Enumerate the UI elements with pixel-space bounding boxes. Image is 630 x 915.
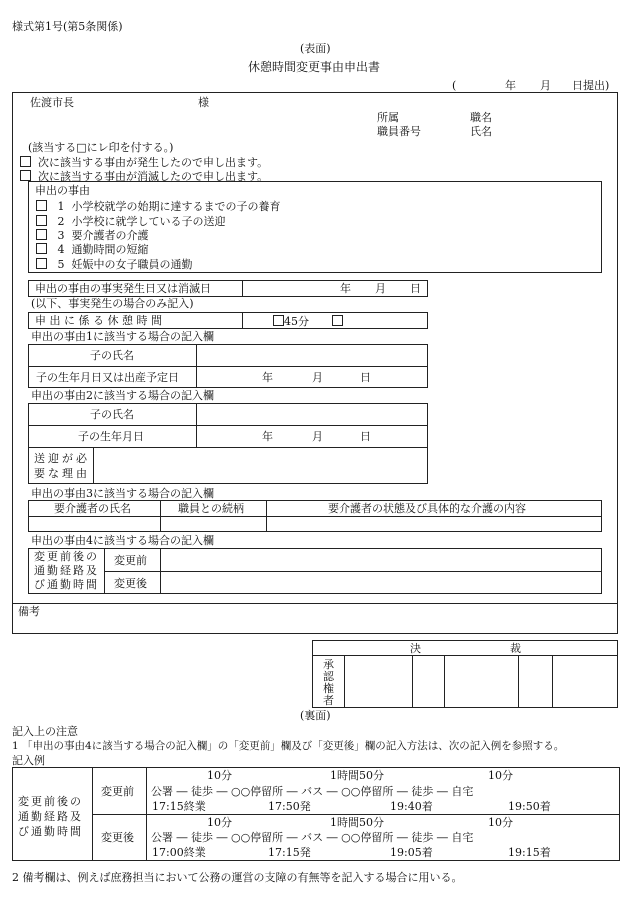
checkbox-icon bbox=[36, 215, 47, 226]
reason-item[interactable]: 5 妊娠中の女子職員の通勤 bbox=[36, 258, 193, 270]
break-other-option[interactable] bbox=[332, 315, 343, 327]
example-title: 記入例 bbox=[12, 754, 45, 767]
occurrence-label: 申出の事由の事実発生日又は消滅日 bbox=[35, 282, 211, 295]
reason-item[interactable]: 4 通勤時間の短縮 bbox=[36, 243, 149, 255]
checkbox-icon bbox=[20, 170, 31, 181]
s2-header: 申出の事由2に該当する場合の記入欄 bbox=[31, 389, 214, 402]
note-1: 1 「申出の事由4に該当する場合の記入欄」の「変更前」欄及び「変更後」欄の記入方法は、次の記入例を参照する。 bbox=[12, 740, 565, 752]
note-2: 2 備考欄は、例えば庶務担当において公務の運営の支障の有無等を記入する場合に用いる。 bbox=[12, 871, 463, 884]
page-title: 休憩時間変更事由申出書 bbox=[248, 60, 381, 74]
name-label: 氏名 bbox=[470, 125, 492, 138]
option-ceased[interactable]: 次に該当する事由が消滅したので申し出ます。 bbox=[20, 170, 268, 182]
option-occurred[interactable]: 次に該当する事由が発生したので申し出ます。 bbox=[20, 156, 268, 168]
check-instruction: (該当する□にレ印を付する。) bbox=[28, 141, 174, 154]
reasons-header: 申出の事由 bbox=[35, 184, 90, 197]
remarks-label: 備考 bbox=[18, 605, 40, 618]
front-label: (表面) bbox=[300, 42, 331, 55]
reason-item[interactable]: 1 小学校就学の始期に達するまでの子の養育 bbox=[36, 200, 281, 212]
addressee-name: 佐渡市長 bbox=[30, 96, 74, 109]
s4-header: 申出の事由4に該当する場合の記入欄 bbox=[31, 534, 214, 547]
affiliation-label: 所属 bbox=[377, 111, 399, 124]
break-time-label: 申 出 に 係 る 休 憩 時 間 bbox=[35, 314, 162, 327]
checkbox-icon bbox=[273, 315, 284, 326]
addressee-sama: 様 bbox=[198, 96, 209, 109]
checkbox-icon bbox=[36, 258, 47, 269]
checkbox-icon bbox=[20, 156, 31, 167]
checkbox-icon bbox=[332, 315, 343, 326]
break-45-option[interactable]: 45分 bbox=[273, 315, 309, 327]
position-label: 職名 bbox=[470, 111, 492, 124]
back-label: (裏面) bbox=[300, 709, 331, 722]
form-number: 様式第1号(第5条関係) bbox=[12, 20, 123, 33]
checkbox-icon bbox=[36, 200, 47, 211]
checkbox-icon bbox=[36, 229, 47, 240]
s1-header: 申出の事由1に該当する場合の記入欄 bbox=[31, 330, 214, 343]
reason-item[interactable]: 3 要介護者の介護 bbox=[36, 229, 149, 241]
staff-no-label: 職員番号 bbox=[377, 125, 421, 138]
notes-title: 記入上の注意 bbox=[12, 725, 78, 738]
approval-box bbox=[312, 640, 618, 708]
s3-header: 申出の事由3に該当する場合の記入欄 bbox=[31, 487, 214, 500]
occurrence-note: (以下、事実発生の場合のみ記入) bbox=[31, 297, 194, 310]
checkbox-icon bbox=[36, 243, 47, 254]
reason-item[interactable]: 2 小学校に就学している子の送迎 bbox=[36, 215, 226, 227]
